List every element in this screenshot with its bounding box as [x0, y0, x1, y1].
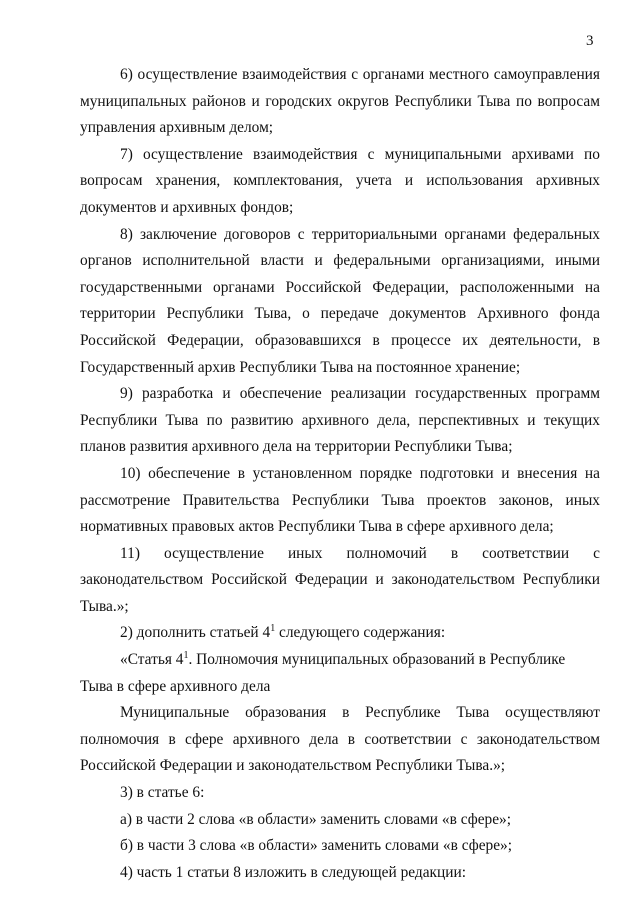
paragraph-item-8: 8) заключение договоров с территориальными органами федеральных органов исполнительной власти и федеральными организациями, иными государственными органами Российской Федерации, расположенными на территории Республики Тыва, о передаче документов Архивного фонда Российской Федерации, образовавшихся в процессе их деятельности, в Государственный архив Республики Тыва на постоянное хранение;: [80, 225, 600, 376]
superscript: 1: [270, 623, 276, 635]
article-heading-title: . Полномочия муниципальных образований в Республике Тыва в сфере архивного дела: [80, 651, 566, 695]
amendment-3a: а) в части 2 слова «в области» заменить словами «в сфере»;: [120, 810, 512, 828]
amendment-2-text: 2) дополнить статьей 4: [120, 624, 271, 642]
paragraph-item-10: 10) обеспечение в установленном порядке подготовки и внесения на рассмотрение Правительства Республики Тыва проектов законов, иных нормативных правовых актов Республики Тыва в сфере архивного дела;: [80, 464, 600, 536]
article-heading: [80, 647, 600, 700]
paragraph-item-9: 9) разработка и обеспечение реализации государственных программ Республики Тыва по развитию архивного дела, перспективных и текущих планов развития архивного дела на территории Республики Тыва;: [80, 385, 600, 456]
amendment-3: 3) в статье 6:: [120, 784, 205, 802]
article-body: Муниципальные образования в Республике Тыва осуществляют полномочия в сфере архивного дела в соответствии с законодательством Российской Федерации и законодательством Республики Тыва.»;: [80, 704, 600, 775]
document-body: [80, 62, 600, 886]
amendment-4: 4) часть 1 статьи 8 изложить в следующей редакции:: [120, 863, 467, 881]
paragraph-item-11: 11) осуществление иных полномочий в соответствии с законодательством Российской Федерации и законодательством Республики Тыва.»;: [80, 544, 600, 615]
amendment-2: [80, 620, 600, 647]
paragraph-item-6: 6) осуществление взаимодействия с органами местного самоуправления муниципальных районов и городских округов Республики Тыва по вопросам управления архивным делом;: [80, 66, 600, 137]
superscript: 1: [183, 650, 189, 662]
amendment-2-text-end: следующего содержания:: [275, 624, 446, 642]
amendment-3b: б) в части 3 слова «в области» заменить словами «в сфере»;: [120, 837, 513, 855]
article-heading-text: «Статья 4: [120, 651, 184, 669]
page-number: 3: [586, 33, 594, 49]
paragraph-item-7: 7) осуществление взаимодействия с муниципальными архивами по вопросам хранения, комплектования, учета и использования архивных документов и архивных фондов;: [80, 145, 600, 216]
